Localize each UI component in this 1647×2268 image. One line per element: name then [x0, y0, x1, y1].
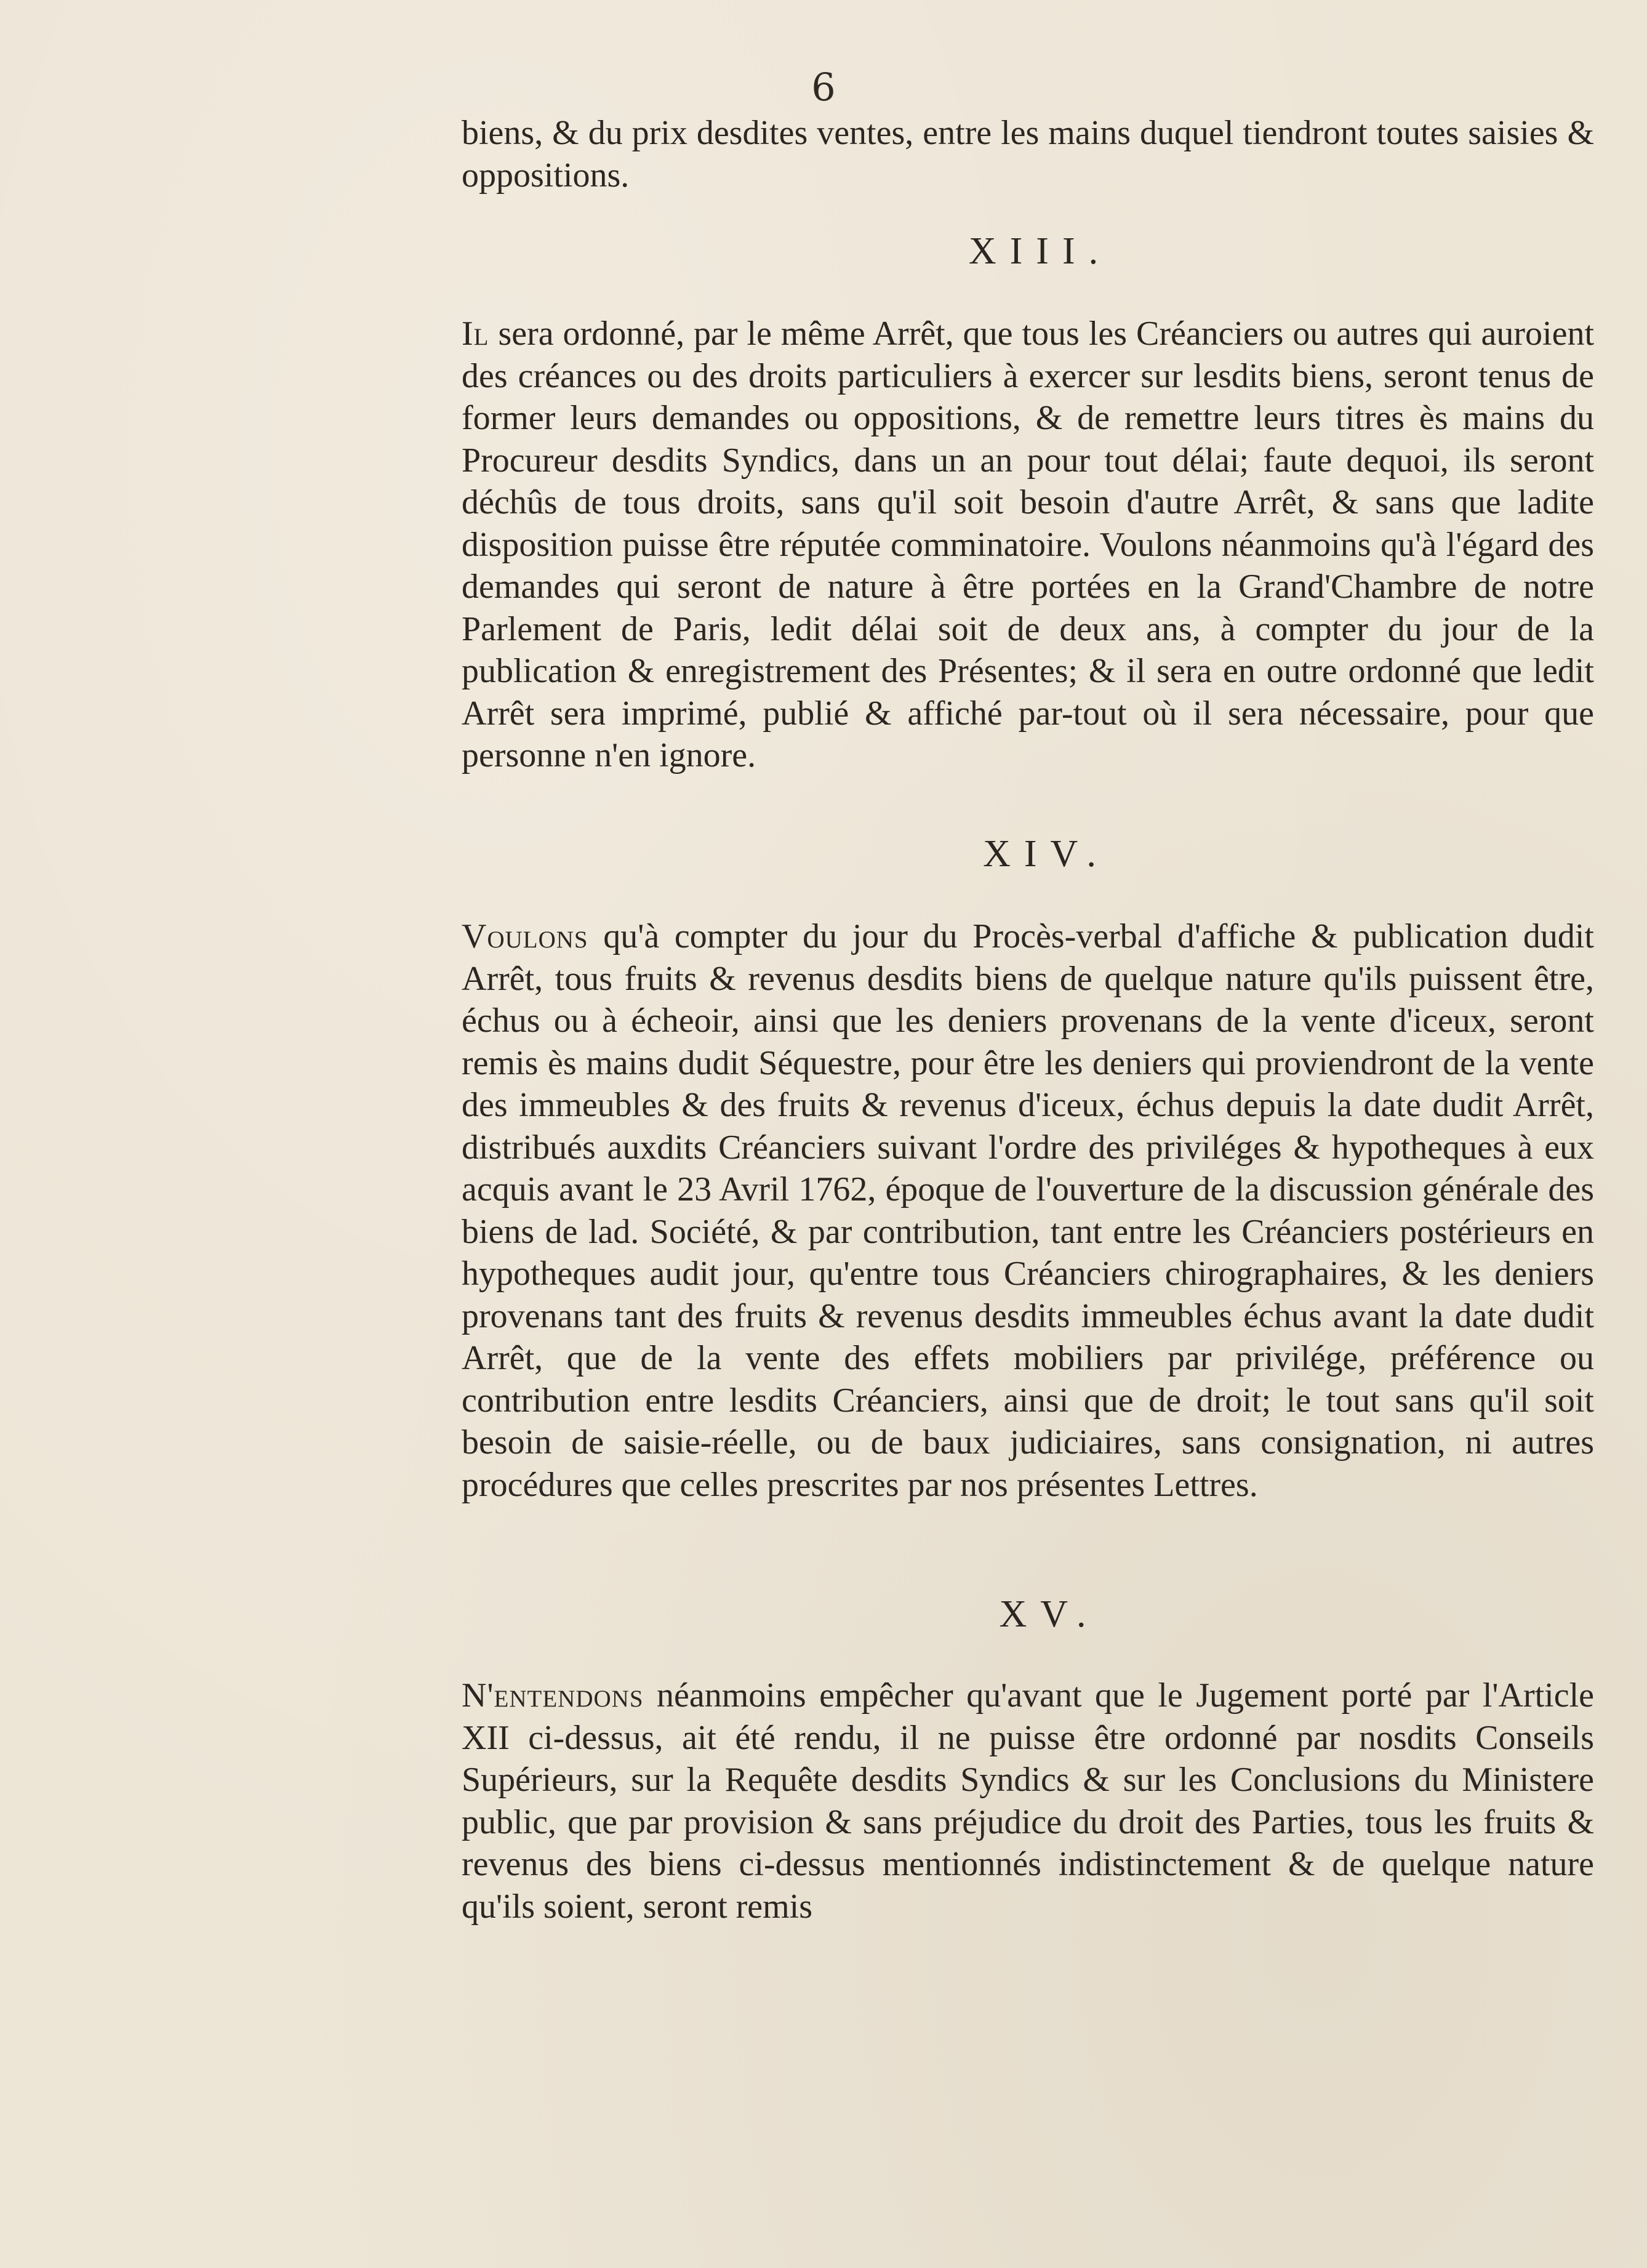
article-13-paragraph: [462, 313, 1594, 777]
intro-text: biens, & du prix desdites ventes, entre les mains duquel tiendront toutes saisies & oppositions.: [462, 114, 1594, 195]
article-heading-15: XV.: [999, 1593, 1100, 1635]
intro-paragraph: [462, 112, 1594, 196]
article-heading-14: XIV.: [983, 833, 1110, 875]
article-15-text: [462, 1675, 1594, 1928]
article-15-paragraph: [462, 1675, 1594, 1928]
article-13-body: sera ordonné, par le même Arrêt, que tous les Créanciers ou autres qui auroient des créances ou des droits particuliers à exercer sur lesdits biens, seront tenus de former leurs demandes ou oppositions, & de remettre leurs titres ès mains du Procureur desdits Syndics, dans un an pour tout délai; faute dequoi, ils seront déchûs de tous droits, sans qu'il soit besoin d'autre Arrêt, & sans que ladite disposition puisse être réputée comminatoire. Voulons néanmoins qu'à l'égard des demandes qui seront de nature à être portées en la Grand'Chambre de notre Parlement de Paris, ledit délai soit de deux ans, à compter du jour de la publication & enregistrement des Présentes; & il sera en outre ordonné que ledit Arrêt sera imprimé, publié & affiché par-tout où il sera nécessaire, pour que personne n'en ignore.: [462, 315, 1594, 774]
article-14-body: qu'à compter du jour du Procès-verbal d'affiche & publication dudit Arrêt, tous fruits & revenus desdits biens de quelque nature qu'ils puissent être, échus ou à écheoir, ainsi que les deniers provenans de la vente d'iceux, seront remis ès mains dudit Séquestre, pour être les deniers qui proviendront de la vente des immeubles & des fruits & revenus d'iceux, échus depuis la date dudit Arrêt, distribués auxdits Créanciers suivant l'ordre des priviléges & hypotheques à eux acquis avant le 23 Avril 1762, époque de l'ouverture de la discussion générale des biens de lad. Société, & par contribution, tant entre les Créanciers postérieurs en hypotheques audit jour, qu'entre tous Créanciers chirographaires, & les deniers provenans tant des fruits & revenus desdits immeubles échus avant la date dudit Arrêt, que de la vente des effets mobiliers par privilége, préférence ou contribution entre lesdits Créanciers, ainsi que de droit; le tout sans qu'il soit besoin de saisie-réelle, ou de baux judiciaires, sans consignation, ni autres procédures que celles prescrites par nos présentes Lettres.: [462, 917, 1594, 1504]
page-number: 6: [811, 65, 836, 110]
article-13-lead: Il: [462, 315, 489, 353]
article-13-text: [462, 313, 1594, 777]
article-15-lead: N'entendons: [462, 1676, 644, 1715]
article-14-text: [462, 915, 1594, 1506]
article-14-paragraph: [462, 915, 1594, 1506]
article-heading-13: XIII.: [968, 230, 1112, 272]
article-14-lead: Voulons: [462, 917, 588, 955]
article-15-body: néanmoins empêcher qu'avant que le Jugement porté par l'Article XII ci-dessus, ait été rendu, il ne puisse être ordonné par nosdits Conseils Supérieurs, sur la Requête desdits Syndics & sur les Conclusions du Ministere public, que par provision & sans préjudice du droit des Parties, tous les fruits & revenus des biens ci-dessus mentionnés indistinctement & de quelque nature qu'ils soient, seront remis: [462, 1676, 1594, 1926]
